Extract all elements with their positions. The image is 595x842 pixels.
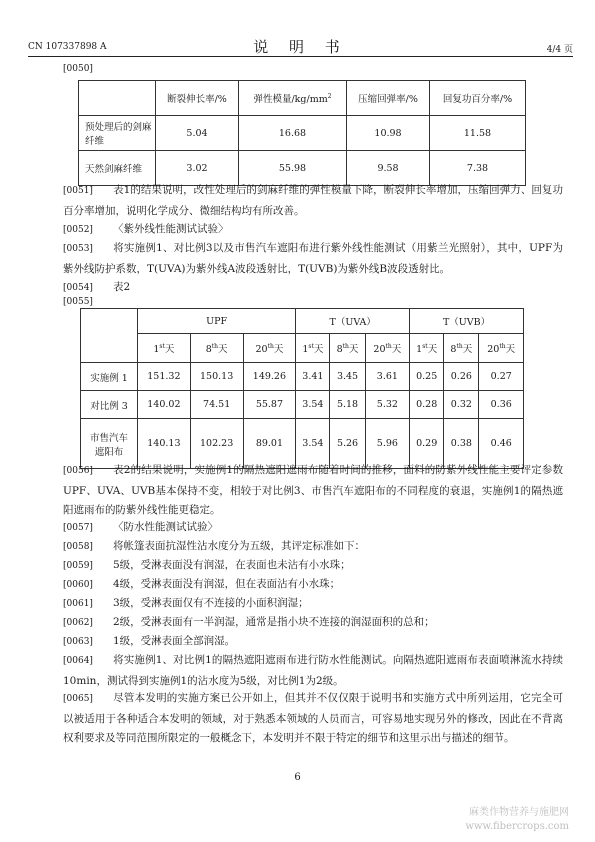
section-heading: 〈紫外线性能测试试验〉: [113, 223, 229, 235]
table-header-cell: 弹性模量$/kg/mm^2$: [238, 81, 346, 116]
para-number: [0064]: [63, 656, 93, 666]
watermark-url: www.fibercrops.com: [465, 821, 569, 832]
table-cell: 16.68: [238, 116, 346, 151]
table-cell: 11.58: [430, 116, 526, 151]
para-number: [0051]: [63, 186, 93, 196]
para-text: 2级，受淋表面有一半润湿，通常是指小块不连接的润湿面积的总和；: [113, 616, 435, 628]
paragraph-0052: [63, 220, 563, 241]
table-cell: 151.32: [138, 363, 191, 391]
table-cell: 0.32: [444, 391, 479, 419]
para-number: [0050]: [63, 64, 93, 74]
table-cell: 74.51: [190, 391, 243, 419]
watermark-title: 麻类作物营养与施肥网: [469, 807, 569, 818]
paragraph-0054: [63, 278, 563, 299]
group-header-tuvb: T（UVB）: [410, 309, 524, 334]
para-number: [0060]: [63, 580, 93, 590]
table-cell: 5.32: [365, 391, 410, 419]
para-number: [0056]: [63, 466, 93, 476]
para-text: 表1的结果说明，改性处理后的剑麻纤维的弹性模量下降，断裂伸长率增加，压缩回弹力、回复功百分率增加，说明化学成分、微细结构均有所改善。: [63, 184, 563, 217]
table-header-cell: 压缩回弹率/%: [347, 81, 430, 116]
table-cell: 5.96: [365, 419, 410, 469]
paragraph-0062: [63, 613, 563, 634]
document-title: 说 明 书: [253, 38, 348, 56]
table-1: [78, 80, 526, 186]
table-cell: 5.26: [330, 419, 365, 469]
table-row: [81, 391, 524, 419]
table-cell: 5.04: [156, 116, 239, 151]
day-header: 20th天: [365, 334, 410, 363]
table-cell: 3.41: [296, 363, 330, 391]
patent-number: CN 107337898 A: [28, 42, 107, 52]
table-cell: 0.46: [479, 419, 524, 469]
para-text: 将实施例1、对比例3以及市售汽车遮阳布进行紫外线性能测试（用紫兰光照射），其中，UPF为紫外线防护系数，T(UVA)为紫外线A波段透射比，T(UVB)为紫外线B波段透射比。: [63, 242, 563, 275]
row-label: 天然剑麻纤维: [79, 151, 156, 186]
paragraph-0057: [63, 518, 563, 539]
para-text: 表2的结果说明，实施例1的隔热遮阳遮雨布随着时间的推移，面料的防紫外线性能主要评定参数UPF、UVA、UVB基本保持不变，相较于对比例3、市售汽车遮阳布的不同程度的衰退，实施例1的隔热遮阳遮雨布的防紫外线性能更稳定。: [63, 464, 563, 516]
table-cell: 0.36: [479, 391, 524, 419]
table-cell: 3.02: [156, 151, 239, 186]
table-cell: 0.26: [444, 363, 479, 391]
paragraph-0059: [63, 556, 563, 577]
watermark: [465, 806, 569, 834]
table-header-cell: 断裂伸长率/%: [156, 81, 239, 116]
para-number: [0059]: [63, 561, 93, 571]
day-header: 8th天: [444, 334, 479, 363]
row-label: 预处理后的剑麻纤维: [79, 116, 156, 151]
paragraph-0051: [63, 181, 563, 221]
para-number: [0061]: [63, 599, 93, 609]
table-cell: 55.87: [243, 391, 296, 419]
table-cell: [81, 309, 138, 363]
table-cell: 55.98: [238, 151, 346, 186]
para-text: 尽管本发明的实施方案已公开如上，但其并不仅仅限于说明书和实施方式中所列运用，它完全可以被适用于各种适合本发明的领域，对于熟悉本领域的人员而言，可容易地实现另外的修改，因此在不背离权利要求及等同范围所限定的一般概念下，本发明并不限于特定的细节和这里示出与描述的细节。: [63, 692, 563, 744]
table-cell: 149.26: [243, 363, 296, 391]
paragraph-0058: [63, 537, 563, 558]
group-header-upf: UPF: [138, 309, 296, 334]
para-text: 5级，受淋表面没有润湿，在表面也未沾有小水珠；: [113, 559, 351, 571]
section-heading: 〈防水性能测试试验〉: [113, 521, 218, 533]
row-label: 对比例 3: [81, 391, 138, 419]
table-cell: 150.13: [190, 363, 243, 391]
day-header: 20th天: [479, 334, 524, 363]
table-cell: 9.58: [347, 151, 430, 186]
table-header-row: [81, 309, 524, 334]
paragraph-0064: [63, 651, 563, 691]
table-cell: 0.29: [410, 419, 444, 469]
para-number: [0052]: [63, 225, 93, 235]
table-header-row: [79, 81, 526, 116]
page-number: 6: [294, 772, 301, 783]
table-cell: 140.02: [138, 391, 191, 419]
paragraph-0063: [63, 632, 563, 653]
page-indicator: 4/4 页: [546, 45, 573, 55]
day-header: 20th天: [243, 334, 296, 363]
para-number: [0054]: [63, 283, 93, 293]
table-cell: 140.13: [138, 419, 191, 469]
page-header: [28, 36, 573, 54]
table-cell: 3.45: [330, 363, 365, 391]
table-cell: 5.18: [330, 391, 365, 419]
para-number: [0065]: [63, 694, 93, 704]
table-cell: 89.01: [243, 419, 296, 469]
table-row: [79, 116, 526, 151]
table-cell: 10.98: [347, 116, 430, 151]
paragraph-0060: [63, 575, 563, 596]
row-label: 市售汽车遮阳布: [81, 419, 138, 469]
table-cell: [79, 81, 156, 116]
para-text: 1级，受淋表面全部润湿。: [113, 635, 236, 647]
row-label: 实施例 1: [81, 363, 138, 391]
day-header: 1st天: [410, 334, 444, 363]
table-cell: 102.23: [190, 419, 243, 469]
para-number: [0055]: [63, 297, 93, 307]
para-text: 将帐篷表面抗湿性沾水度分为五级，其评定标准如下：: [113, 540, 365, 552]
para-number: [0057]: [63, 523, 93, 533]
para-number: [0062]: [63, 618, 93, 628]
para-number: [0063]: [63, 637, 93, 647]
day-header: 8th天: [330, 334, 365, 363]
table-cell: 3.61: [365, 363, 410, 391]
para-number: [0058]: [63, 542, 93, 552]
table-2: [80, 308, 524, 469]
table-cell: 0.27: [479, 363, 524, 391]
table-row: [81, 363, 524, 391]
table-caption: 表2: [113, 281, 131, 293]
table-cell: 3.54: [296, 391, 330, 419]
para-text: 4级，受淋表面没有润湿，但在表面沾有小水珠；: [113, 578, 341, 590]
group-header-tuva: T（UVA）: [296, 309, 410, 334]
table-subheader-row: [81, 334, 524, 363]
header-rule: [28, 56, 573, 57]
paragraph-0056: [63, 461, 563, 521]
day-header: 8th天: [190, 334, 243, 363]
table-cell: 7.38: [430, 151, 526, 186]
table-cell: 0.28: [410, 391, 444, 419]
paragraph-0061: [63, 594, 563, 615]
table-header-cell: 回复功百分率/%: [430, 81, 526, 116]
paragraph-0065: [63, 689, 563, 749]
paragraph-0053: [63, 239, 563, 279]
day-header: 1st天: [296, 334, 330, 363]
para-number: [0053]: [63, 244, 93, 254]
para-text: 3级，受淋表面仅有不连接的小面积润湿；: [113, 597, 309, 609]
table-cell: 0.25: [410, 363, 444, 391]
table-cell: 3.54: [296, 419, 330, 469]
para-text: 将实施例1、对比例1的隔热遮阳遮雨布进行防水性能测试。向隔热遮阳遮雨布表面喷淋流水持续10min，测试得到实施例1的沾水度为5级，对比例1为2级。: [63, 654, 563, 687]
day-header: 1st天: [138, 334, 191, 363]
table-cell: 0.38: [444, 419, 479, 469]
